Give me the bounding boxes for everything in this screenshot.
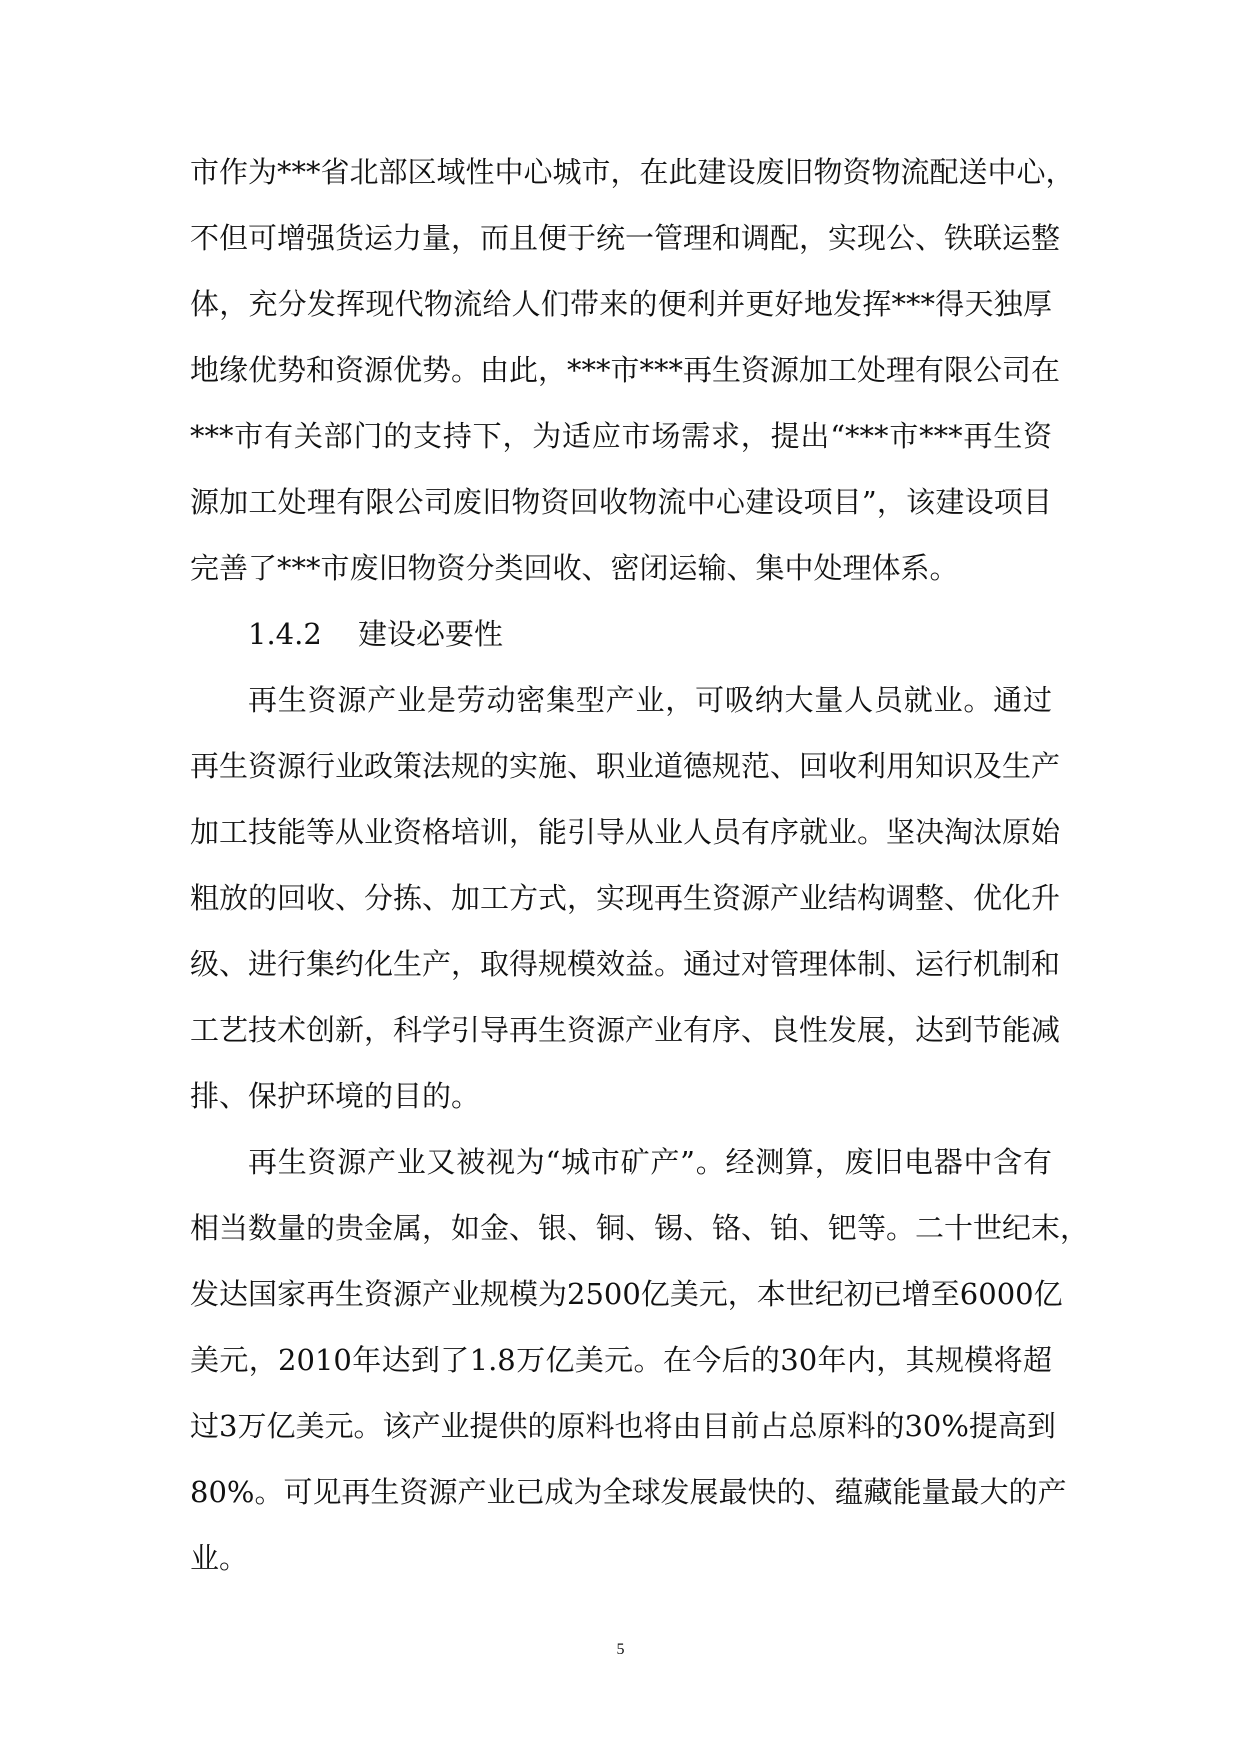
paragraph-line: 源加工处理有限公司废旧物资回收物流中心建设项目”，该建设项目	[190, 485, 1052, 519]
paragraph-line: 再生资源产业又被视为“城市矿产”。经测算，废旧电器中含有	[248, 1145, 1052, 1179]
paragraph-line: 再生资源产业是劳动密集型产业，可吸纳大量人员就业。通过	[248, 683, 1052, 717]
paragraph-line: 市作为***省北部区域性中心城市，在此建设废旧物资物流配送中心，	[190, 155, 1075, 189]
paragraph-line: 工艺技术创新，科学引导再生资源产业有序、良性发展，达到节能减	[190, 1013, 1061, 1047]
paragraph-line: 发达国家再生资源产业规模为2500亿美元，本世纪初已增至6000亿	[190, 1277, 1063, 1311]
paragraph-line: 80%。可见再生资源产业已成为全球发展最快的、蕴藏能量最大的产	[190, 1475, 1067, 1509]
paragraph-line: 不但可增强货运力量，而且便于统一管理和调配，实现公、铁联运整	[190, 221, 1061, 255]
paragraph-line: 相当数量的贵金属，如金、银、铜、锡、铬、铂、钯等。二十世纪末，	[190, 1211, 1090, 1245]
paragraph-line: 体，充分发挥现代物流给人们带来的便利并更好地发挥***得天独厚	[190, 287, 1052, 321]
paragraph-line: 业。	[190, 1541, 249, 1575]
paragraph-line: 美元，2010年达到了1.8万亿美元。在今后的30年内，其规模将超	[190, 1343, 1052, 1377]
page-number: 5	[616, 1641, 625, 1658]
paragraph-line: 排、保护环境的目的。	[190, 1079, 481, 1113]
paragraph-line: 过3万亿美元。该产业提供的原料也将由目前占总原料的30%提高到	[190, 1409, 1056, 1443]
paragraph-line: ***市有关部门的支持下，为适应市场需求，提出“***市***再生资	[190, 419, 1052, 453]
paragraph-line: 级、进行集约化生产，取得规模效益。通过对管理体制、运行机制和	[190, 947, 1061, 981]
paragraph-line: 粗放的回收、分拣、加工方式，实现再生资源产业结构调整、优化升	[190, 881, 1061, 915]
paragraph-line: 地缘优势和资源优势。由此，***市***再生资源加工处理有限公司在	[190, 353, 1061, 387]
paragraph-line: 加工技能等从业资格培训，能引导从业人员有序就业。坚决淘汰原始	[190, 815, 1061, 849]
section-title: 建设必要性	[358, 617, 504, 651]
section-heading	[248, 612, 503, 656]
paragraph-line: 完善了***市废旧物资分类回收、密闭运输、集中处理体系。	[190, 551, 959, 585]
paragraph-line: 再生资源行业政策法规的实施、职业道德规范、回收利用知识及生产	[190, 749, 1061, 783]
section-number: 1.4.2	[248, 617, 322, 651]
